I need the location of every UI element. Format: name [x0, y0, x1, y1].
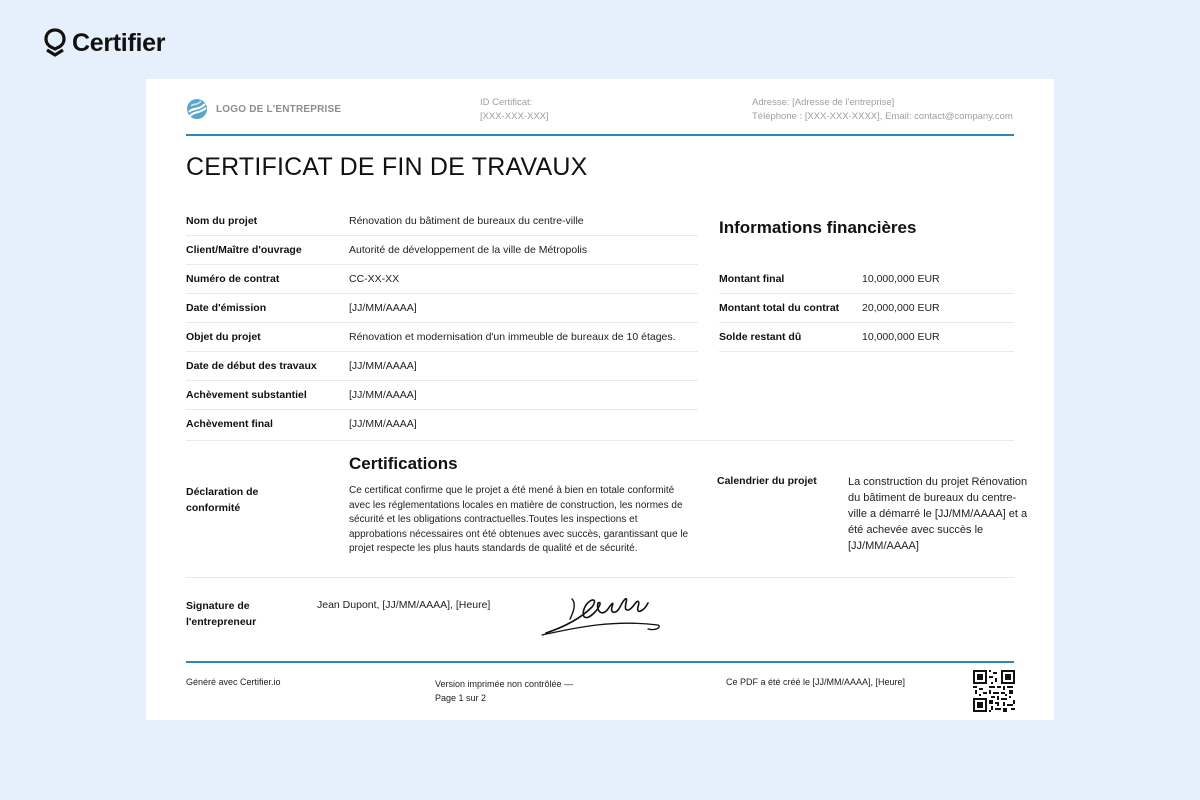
- detail-row: [186, 352, 698, 381]
- detail-value: [JJ/MM/AAAA]: [349, 418, 417, 430]
- detail-value: Rénovation du bâtiment de bureaux du centre-ville: [349, 215, 584, 227]
- qr-code-icon: [973, 670, 1015, 712]
- detail-label: Date de début des travaux: [186, 360, 317, 372]
- version-line: Version imprimée non contrôlée —: [435, 679, 574, 689]
- detail-row: [186, 381, 698, 410]
- certificate-title: CERTIFICAT DE FIN DE TRAVAUX: [186, 153, 588, 181]
- signature-label: Signature de l'entrepreneur: [186, 600, 257, 628]
- financial-label: Montant total du contrat: [719, 302, 840, 314]
- detail-row: [186, 265, 698, 294]
- detail-row: [186, 323, 698, 352]
- project-details-table: [186, 207, 698, 438]
- financial-value: 20,000,000 EUR: [862, 302, 940, 314]
- page-number: Page 1 sur 2: [435, 693, 487, 703]
- detail-label: Achèvement final: [186, 418, 273, 430]
- detail-label: Objet du projet: [186, 331, 261, 343]
- document-header: [186, 96, 1014, 136]
- section-divider: [186, 440, 1014, 441]
- detail-label: Nom du projet: [186, 215, 258, 227]
- financial-info-table: [719, 265, 1014, 352]
- detail-label: Achèvement substantiel: [186, 389, 307, 401]
- created-date-text: Ce PDF a été créé le [JJ/MM/AAAA], [Heure]: [726, 677, 906, 687]
- detail-label: Numéro de contrat: [186, 273, 280, 285]
- section-divider: [186, 577, 1014, 578]
- detail-value: CC-XX-XX: [349, 273, 400, 285]
- financial-row: [719, 323, 1014, 352]
- company-logo: [186, 98, 341, 120]
- company-address: [752, 96, 1013, 124]
- certifications-title: Certifications: [349, 454, 458, 473]
- detail-row: [186, 294, 698, 323]
- certificate-id-value: [XXX-XXX-XXX]: [480, 111, 549, 122]
- certifications-text: Ce certificat confirme que le projet a été mené à bien en totale conformité avec les réglementations locales en matière de construction, les normes de sécurité et les obligations contractuelles.Toutes les inspections et approbations nécessaires ont été obtenues avec succès, garantissant que le projet respecte les plus hauts standards de qualité et de sécurité.: [349, 485, 689, 555]
- brand-name: Certifier: [72, 28, 166, 57]
- calendar-label: Calendrier du projet: [717, 475, 817, 487]
- certificate-id-label: ID Certificat:: [480, 97, 533, 108]
- company-logo-icon: [186, 98, 208, 120]
- detail-row: [186, 207, 698, 236]
- detail-label: Date d'émission: [186, 302, 267, 314]
- signature-details: Jean Dupont, [JJ/MM/AAAA], [Heure]: [317, 599, 491, 611]
- detail-value: Rénovation et modernisation d'un immeuble de bureaux de 10 étages.: [349, 331, 676, 343]
- declaration-label: Déclaration de conformité: [186, 486, 259, 514]
- certificate-id: [480, 96, 549, 124]
- certifier-brand: [44, 28, 165, 58]
- certifier-logo-icon: [44, 28, 66, 58]
- financial-info-title: Informations financières: [719, 218, 917, 237]
- detail-value: Autorité de développement de la ville de Métropolis: [349, 244, 588, 256]
- detail-row: [186, 410, 698, 438]
- calendar-text: La construction du projet Rénovation du bâtiment de bureaux du centre-ville a démarré le [JJ/MM/AAAA] et a été achevée avec succès le [JJ/MM/AAAA]: [848, 476, 1028, 552]
- detail-value: [JJ/MM/AAAA]: [349, 302, 417, 314]
- financial-value: 10,000,000 EUR: [862, 331, 940, 343]
- generated-by-text: Généré avec Certifier.io: [186, 677, 281, 687]
- financial-label: Solde restant dû: [719, 331, 802, 343]
- financial-row: [719, 294, 1014, 323]
- financial-value: 10,000,000 EUR: [862, 273, 940, 285]
- certificate-document: [146, 79, 1054, 720]
- logo-text: LOGO DE L'ENTREPRISE: [216, 103, 342, 115]
- financial-label: Montant final: [719, 273, 785, 285]
- detail-value: [JJ/MM/AAAA]: [349, 389, 417, 401]
- version-info: [435, 677, 573, 705]
- handwritten-signature: [540, 589, 665, 639]
- financial-row: [719, 265, 1014, 294]
- detail-value: [JJ/MM/AAAA]: [349, 360, 417, 372]
- address-line: Adresse: [Adresse de l'entreprise]: [752, 97, 895, 108]
- detail-row: [186, 236, 698, 265]
- footer-divider: [186, 661, 1014, 663]
- detail-label: Client/Maître d'ouvrage: [186, 244, 302, 256]
- contact-line: Téléphone : [XXX-XXX-XXXX], Email: contact@company.com: [752, 111, 1013, 122]
